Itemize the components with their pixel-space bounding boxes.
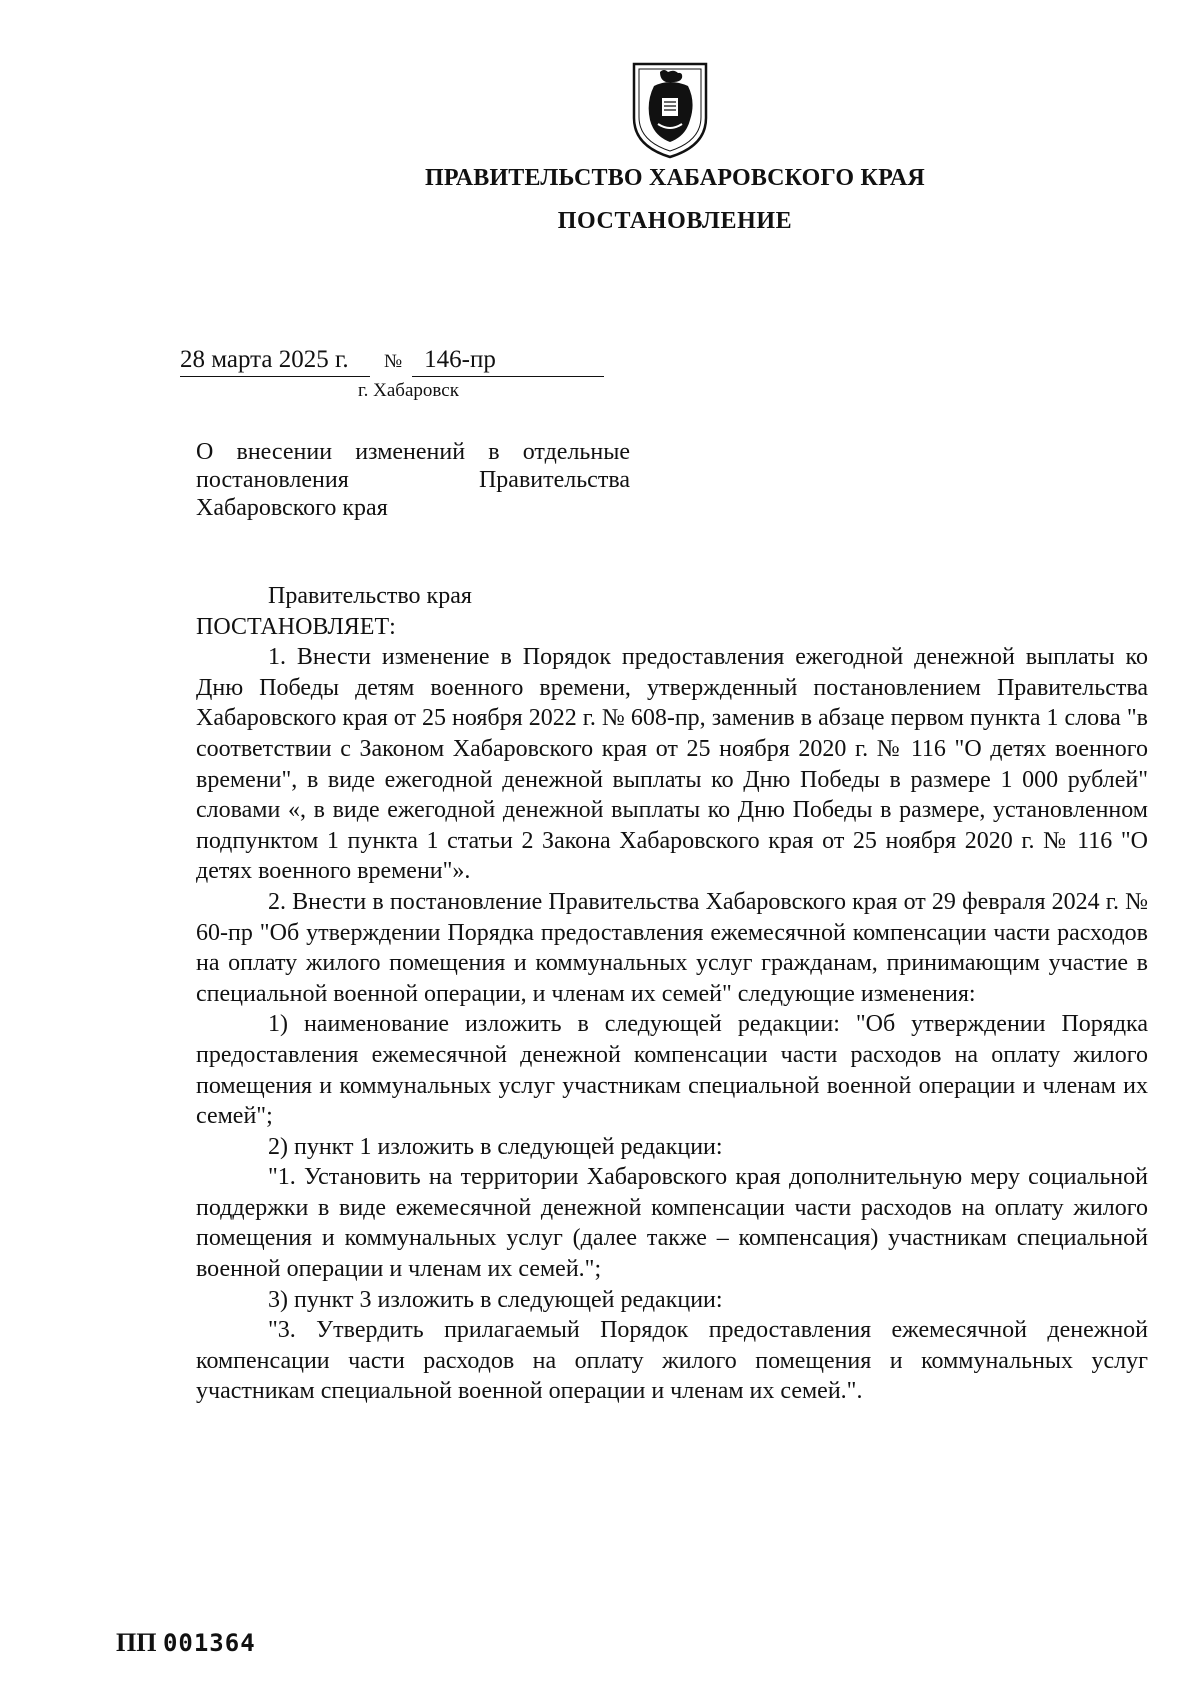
body-paragraph: "3. Утвердить прилагаемый Порядок предоставления ежемесячной денежной компенсации части расходов на оплату жилого помещения и коммунальных услуг участникам специальной военной операции и членам их семей.". <box>196 1317 1148 1405</box>
coat-of-arms-icon <box>630 60 710 160</box>
form-serial-code <box>116 1628 256 1658</box>
form-serial-number: 001364 <box>162 1629 256 1657</box>
document-number: 146-пр <box>412 346 604 377</box>
document-type-title: ПОСТАНОВЛЕНИЕ <box>557 208 793 234</box>
document-body <box>196 581 1148 1407</box>
body-paragraph: 3) пункт 3 изложить в следующей редакции: <box>268 1286 723 1313</box>
body-paragraph: 2) пункт 1 изложить в следующей редакции: <box>268 1133 723 1160</box>
document-date: 28 марта 2025 г. <box>180 346 370 377</box>
body-paragraph: 2. Внести в постановление Правительства Хабаровского края от 29 февраля 2024 г. № 60-пр "Об утверждении Порядка предоставления ежемесячной компенсации части расходов на оплату жилого помещения и коммунальных услуг гражданам, принимающим участие в специальной военной операции, и членам их семей" следующие изменения: <box>196 888 1148 1007</box>
number-sign: № <box>384 351 403 372</box>
subject-line: постановления Правительства <box>196 467 630 493</box>
body-paragraph: "1. Установить на территории Хабаровского края дополнительную меру социальной поддержки в виде ежемесячной денежной компенсации части расходов на оплату жилого помещения и коммунальных услуг (далее также – компенсация) участникам специальной военной операции и членам их семей."; <box>196 1164 1148 1283</box>
organization-title: ПРАВИТЕЛЬСТВО ХАБАРОВСКОГО КРАЯ <box>425 165 925 191</box>
body-paragraph: 1) наименование изложить в следующей редакции: "Об утверждении Порядка предоставления ежемесячной денежной компенсации части расходов на оплату жилого помещения и коммунальных услуг участникам специальной военной операции и членам их семей"; <box>196 1011 1148 1130</box>
document-subject <box>196 438 630 522</box>
intro-resolves: ПОСТАНОВЛЯЕТ: <box>196 613 396 640</box>
subject-line: Хабаровского края <box>196 495 388 521</box>
subject-line: О внесении изменений в отдельные <box>196 439 630 465</box>
form-serial-prefix: ПП <box>116 1628 157 1657</box>
intro-government: Правительство края <box>268 583 472 609</box>
document-city: г. Хабаровск <box>358 380 459 401</box>
date-number-line <box>180 346 604 377</box>
body-paragraph: 1. Внести изменение в Порядок предоставления ежегодной денежной выплаты ко Дню Победы детям военного времени, утвержденный постановлением Правительства Хабаровского края от 25 ноября 2022 г. № 608-пр, заменив в абзаце первом пункта 1 слова "в соответствии с Законом Хабаровского края от 25 ноября 2020 г. № 116 "О детях военного времени", в виде ежегодной денежной выплаты ко Дню Победы в размере 1 000 рублей" словами «, в виде ежегодной денежной выплаты ко Дню Победы в размере, установленном подпунктом 1 пункта 1 статьи 2 Закона Хабаровского края от 25 ноября 2020 г. № 116 "О детях военного времени"». <box>196 644 1148 885</box>
